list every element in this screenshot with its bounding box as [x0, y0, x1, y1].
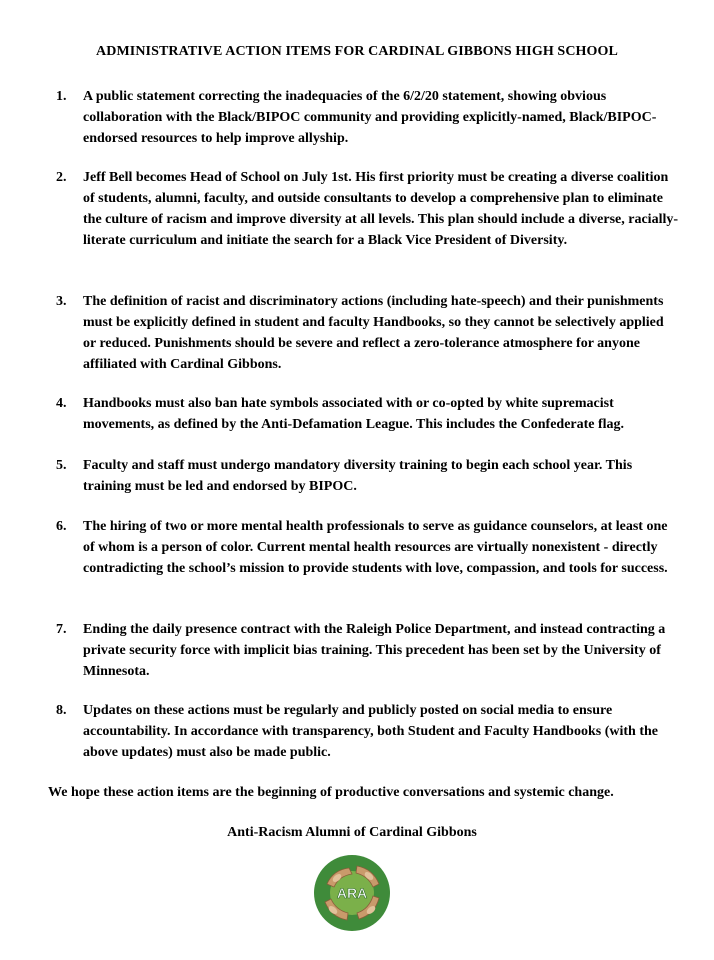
item-number: 8.	[56, 703, 67, 718]
logo-text: ARA	[336, 885, 368, 901]
closing-statement: We hope these action items are the beginning of productive conversations and systemic change.	[48, 785, 614, 800]
item-number: 6.	[56, 519, 67, 534]
signature-line: Anti-Racism Alumni of Cardinal Gibbons	[227, 825, 477, 840]
item-text: The definition of racist and discriminatory actions (including hate-speech) and their punishments must be explicitly defined in student and faculty Handbooks, so they cannot be selectively applied or reduced. Punishments should be severe and reflect a zero-tolerance atmosphere for anyone affiliated with Cardinal Gibbons.	[83, 294, 664, 372]
item-number: 5.	[56, 458, 67, 473]
ara-logo-hands-icon	[313, 854, 391, 932]
document-title: ADMINISTRATIVE ACTION ITEMS FOR CARDINAL GIBBONS HIGH SCHOOL	[96, 44, 618, 59]
item-number: 1.	[56, 89, 67, 104]
item-text: Faculty and staff must undergo mandatory diversity training to begin each school year. This training must be led and endorsed by BIPOC.	[83, 458, 633, 494]
item-text: Updates on these actions must be regularly and publicly posted on social media to ensure accountability. In accordance with transparency, both Student and Faculty Handbooks (with the above updates) must also be made public.	[83, 703, 658, 760]
item-text: Handbooks must also ban hate symbols associated with or co-opted by white supremacist movements, as defined by the Anti-Defamation League. This includes the Confederate flag.	[83, 396, 625, 432]
item-number: 4.	[56, 396, 67, 411]
item-text: Ending the daily presence contract with the Raleigh Police Department, and instead contracting a private security force with implicit bias training. This precedent has been set by the University of Minnesota.	[83, 622, 666, 679]
item-number: 2.	[56, 170, 67, 185]
item-text: The hiring of two or more mental health professionals to serve as guidance counselors, at least one of whom is a person of color. Current mental health resources are virtually nonexistent - directly contradicting the school’s mission to provide students with love, compassion, and tools for success.	[83, 519, 668, 576]
item-number: 7.	[56, 622, 67, 637]
item-number: 3.	[56, 294, 67, 309]
item-text: Jeff Bell becomes Head of School on July 1st. His first priority must be creating a diverse coalition of students, alumni, faculty, and outside consultants to develop a comprehensive plan to eliminate the culture of racism and improve diversity at all levels. This plan should include a diverse, racially-literate curriculum and initiate the search for a Black Vice President of Diversity.	[83, 170, 679, 248]
item-text: A public statement correcting the inadequacies of the 6/2/20 statement, showing obvious collaboration with the Black/BIPOC community and providing explicitly-named, Black/BIPOC-endorsed resources to help improve allyship.	[83, 89, 657, 146]
